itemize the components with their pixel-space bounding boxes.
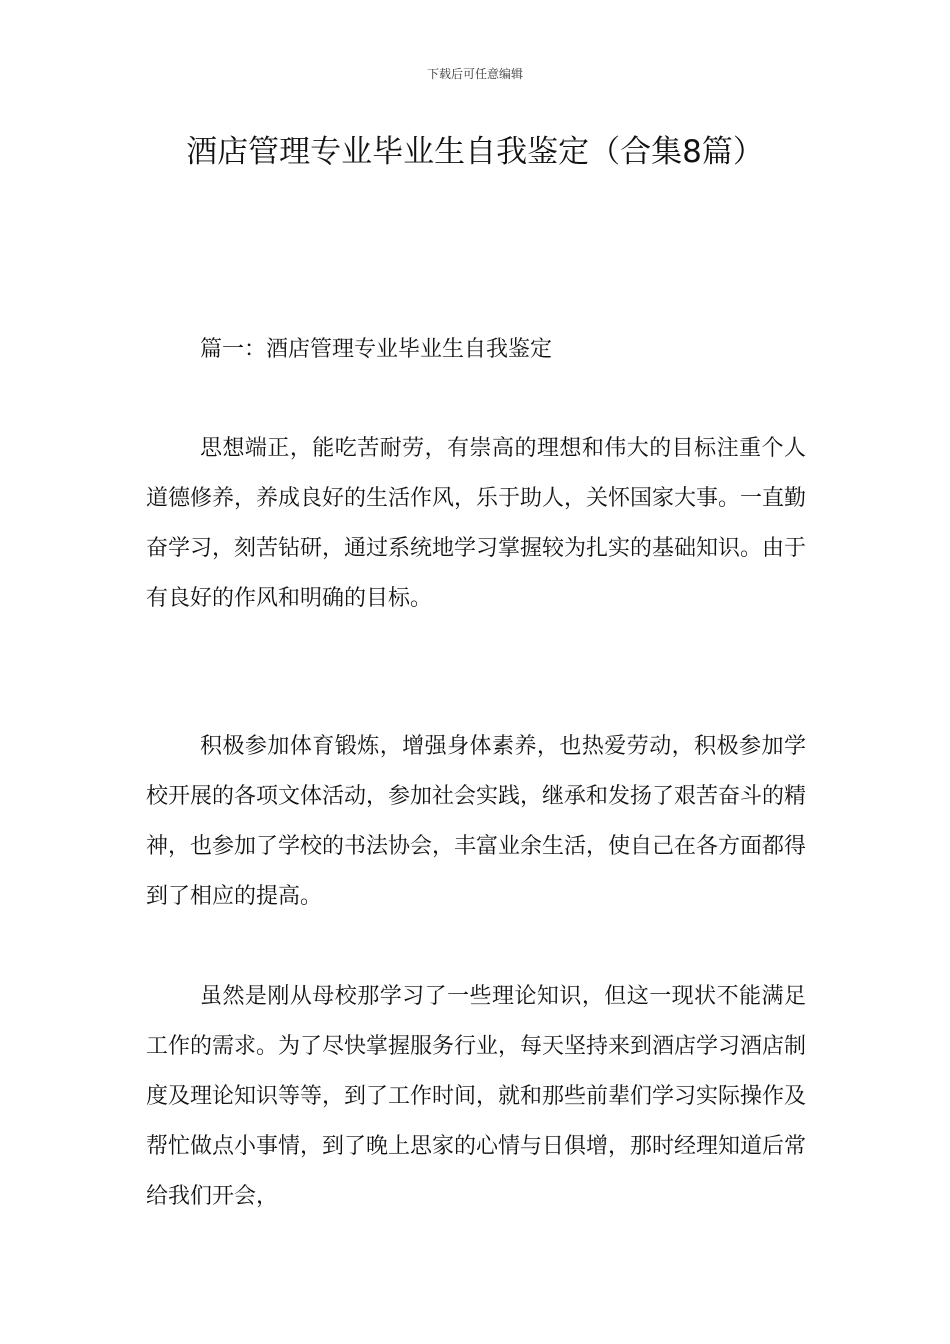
body-paragraph-1: 思想端正，能吃苦耐劳，有崇高的理想和伟大的目标注重个人道德修养，养成良好的生活作风，乐于助人，关怀国家大事。一直勤奋学习，刻苦钻研，通过系统地学习掌握较为扎实的基础知识。由于有良好的作风和明确的目标。 — [146, 436, 807, 611]
body-paragraph-3: 虽然是刚从母校那学习了一些理论知识，但这一现状不能满足工作的需求。为了尽快掌握服务行业，每天坚持来到酒店学习酒店制度及理论知识等等，到了工作时间，就和那些前辈们学习实际操作及帮忙做点小事情，到了晚上思家的心情与日俱增，那时经理知道后常给我们开会， — [146, 984, 807, 1209]
section-heading: 篇一：酒店管理专业毕业生自我鉴定 — [200, 337, 553, 362]
body-paragraph-2: 积极参加体育锻炼，增强身体素养，也热爱劳动，积极参加学校开展的各项文体活动，参加社会实践，继承和发扬了艰苦奋斗的精神，也参加了学校的书法协会，丰富业余生活，使自己在各方面都得到了相应的提高。 — [146, 734, 807, 909]
page-title: 酒店管理专业毕业生自我鉴定（合集8篇） — [186, 134, 764, 170]
header-note: 下载后可任意编辑 — [426, 67, 523, 81]
